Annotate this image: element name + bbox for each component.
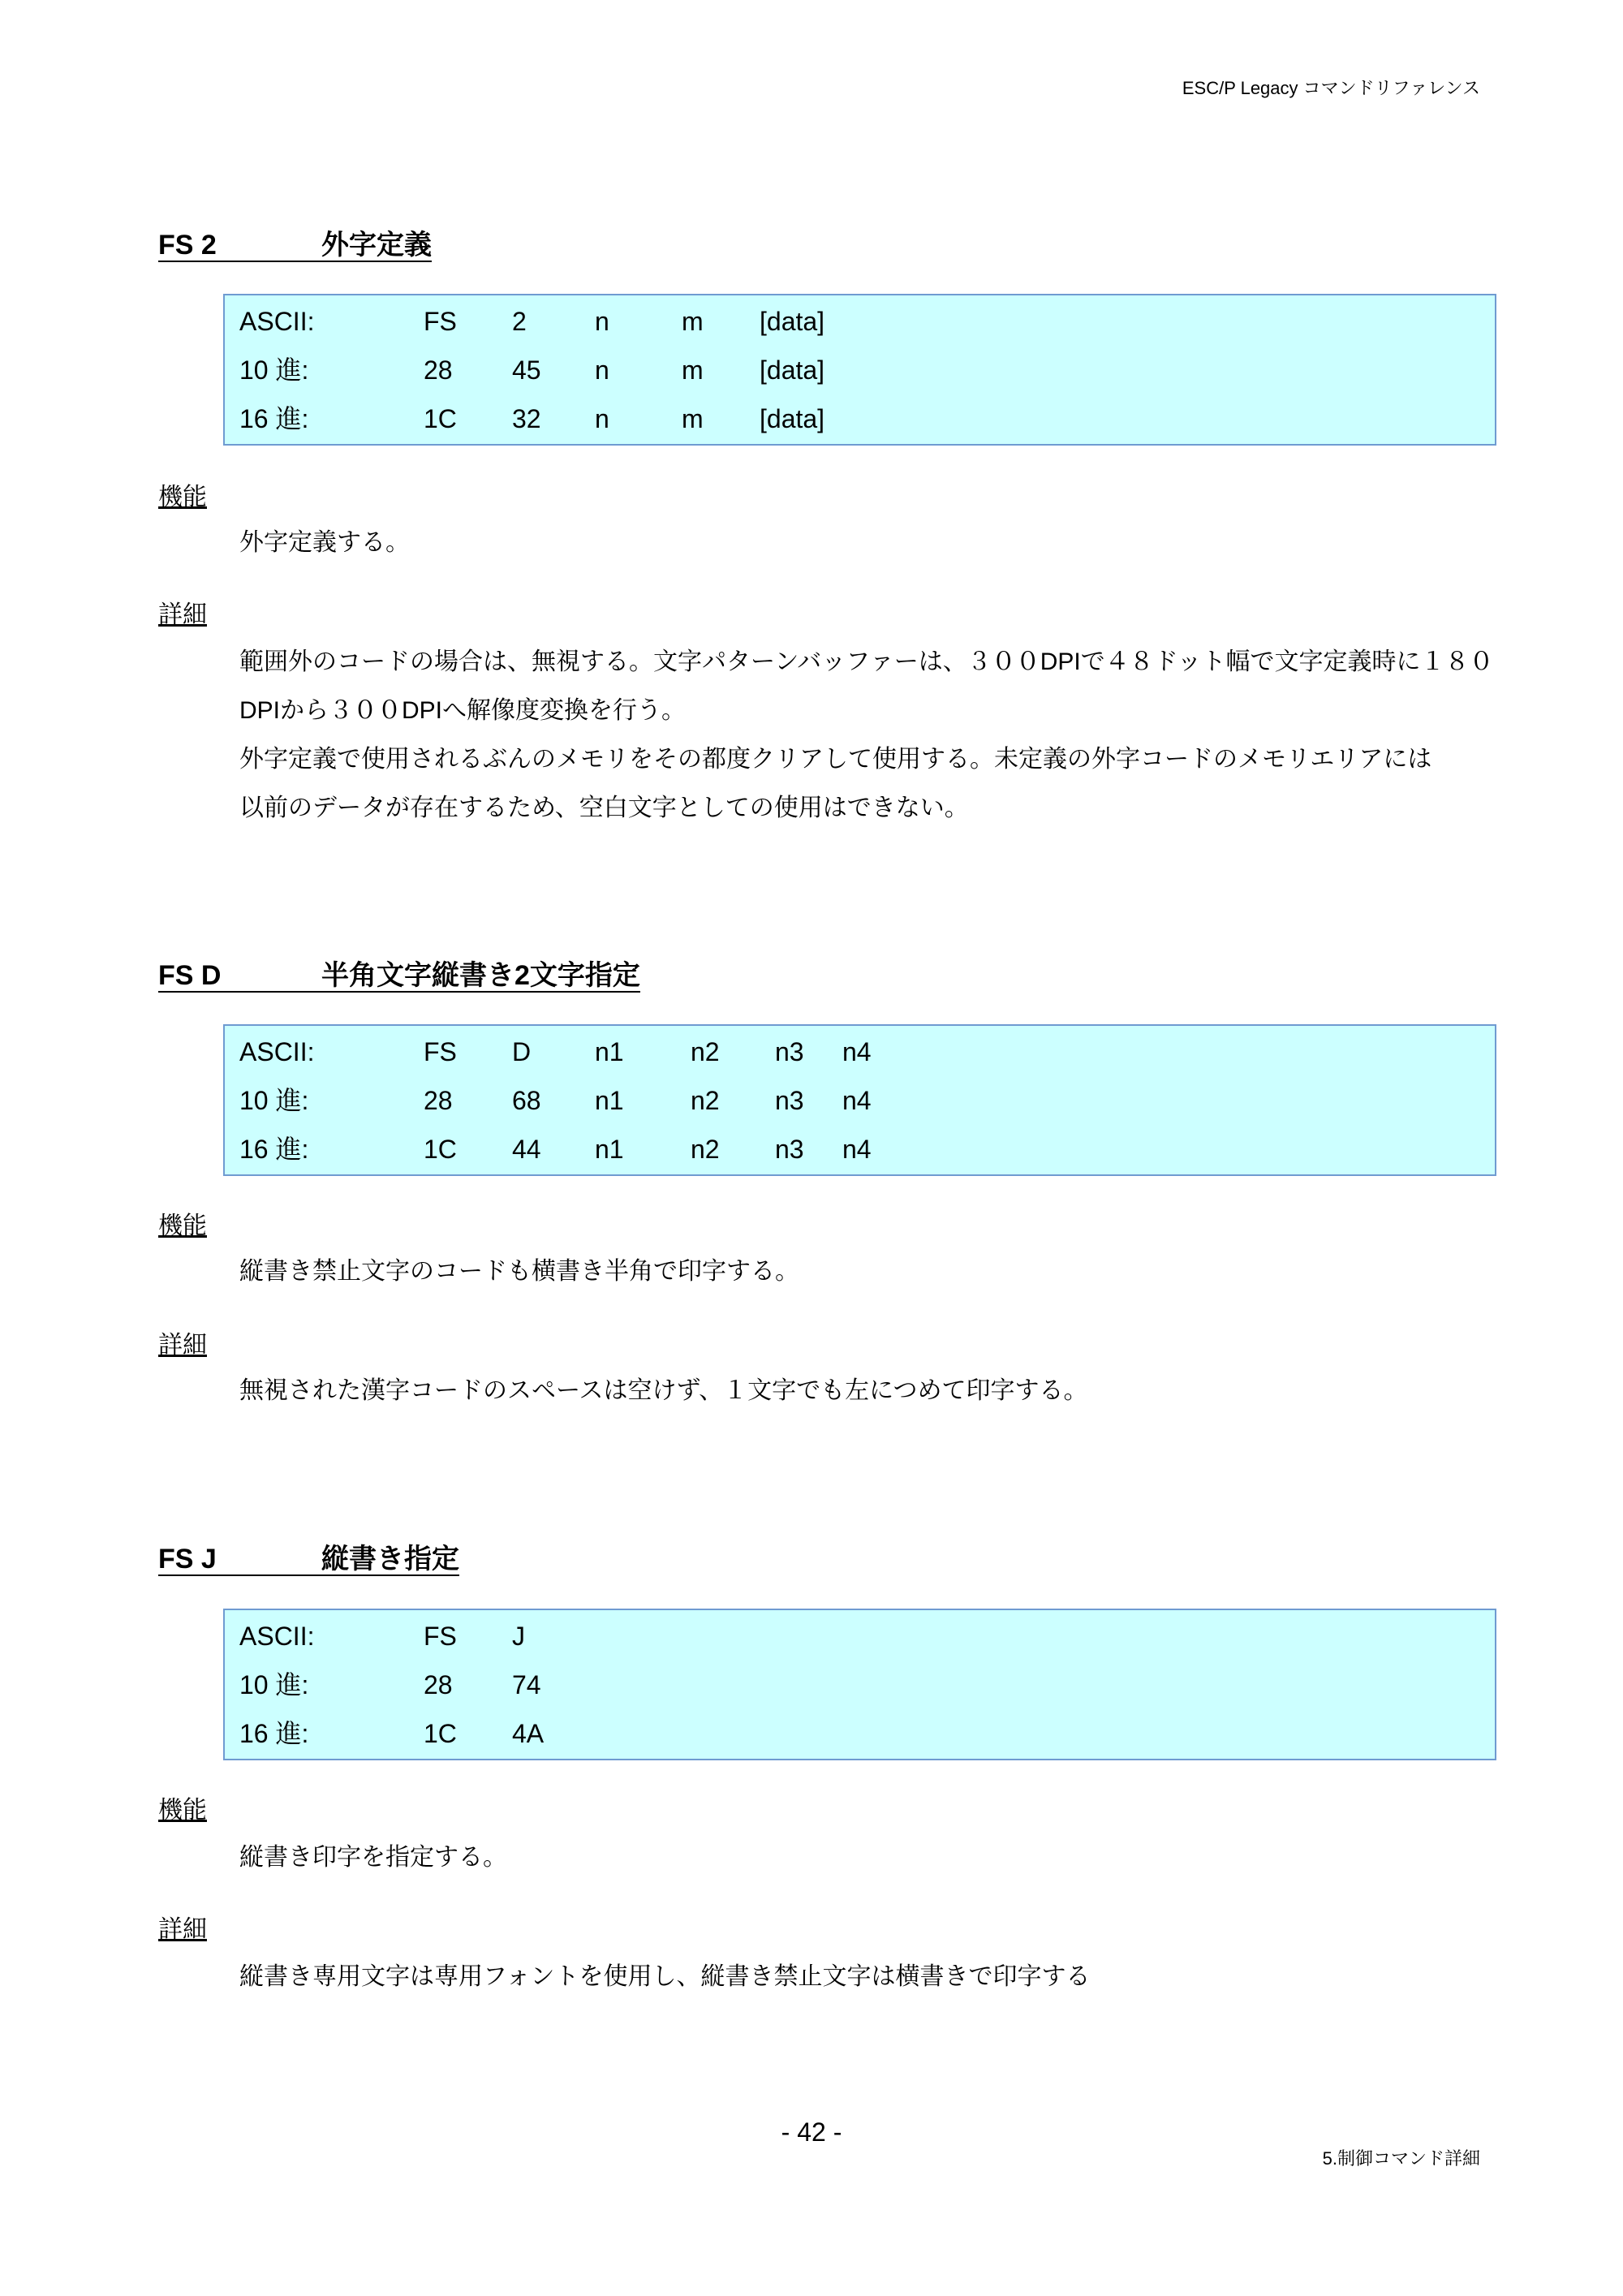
table-cell: 74 <box>512 1670 541 1699</box>
function-text: 外字定義する。 <box>239 529 410 556</box>
table-cell: n1 <box>595 1037 624 1066</box>
function-heading: 機能 <box>158 1213 207 1239</box>
table-cell: 2 <box>512 307 527 336</box>
table-cell: FS <box>424 307 457 336</box>
table-cell: n2 <box>691 1037 720 1066</box>
command-code: FS J <box>158 1544 217 1574</box>
table-cell: 1C <box>424 404 457 433</box>
row-label: 10 進: <box>239 1670 309 1699</box>
command-code: FS 2 <box>158 230 217 261</box>
table-cell: n4 <box>842 1086 872 1115</box>
detail-heading: 詳細 <box>158 601 207 628</box>
table-cell: m <box>682 404 704 433</box>
detail-heading: 詳細 <box>158 1916 207 1943</box>
detail-line: 縦書き専用文字は専用フォントを使用し、縦書き禁止文字は横書きで印字する <box>239 1963 1091 1990</box>
table-cell: 1C <box>424 1719 457 1748</box>
table-cell: D <box>512 1037 532 1066</box>
command-heading <box>158 1544 459 1576</box>
table-cell: 4A <box>512 1719 545 1748</box>
table-row-ascii <box>225 1027 1495 1076</box>
table-row-hex <box>225 1125 1495 1174</box>
command-table <box>223 1024 1496 1176</box>
command-name: 半角文字縦書き2文字指定 <box>321 960 640 991</box>
detail-text <box>239 1367 1088 1415</box>
table-cell: [data] <box>760 404 825 433</box>
table-cell: 32 <box>512 404 541 433</box>
table-cell: n <box>595 404 609 433</box>
detail-line: 以前のデータが存在するため、空白文字としての使用はできない。 <box>239 795 969 821</box>
table-cell: [data] <box>760 307 825 336</box>
row-label: ASCII: <box>239 1037 315 1066</box>
detail-line: 無視された漢字コードのスペースは空けず、１文字でも左につめて印字する。 <box>239 1377 1088 1404</box>
command-name: 外字定義 <box>321 230 432 261</box>
command-heading <box>158 960 640 993</box>
row-label: ASCII: <box>239 1622 315 1651</box>
table-cell: n1 <box>595 1086 624 1115</box>
table-cell: m <box>682 307 704 336</box>
detail-text <box>239 1953 1091 2001</box>
footer-chapter: 5.制御コマンド詳細 <box>1322 2148 1480 2169</box>
function-heading: 機能 <box>158 1797 207 1824</box>
running-header: ESC/P Legacy コマンドリファレンス <box>1182 78 1480 98</box>
detail-line: 外字定義で使用されるぶんのメモリをその都度クリアして使用する。未定義の外字コードのメモリエリアには <box>239 746 1432 773</box>
table-cell: 28 <box>424 355 453 385</box>
command-code: FS D <box>158 960 222 991</box>
table-cell: n2 <box>691 1135 720 1164</box>
table-cell: n4 <box>842 1037 872 1066</box>
table-row-ascii <box>225 297 1495 346</box>
table-cell: m <box>682 355 704 385</box>
function-text: 縦書き禁止文字のコードも横書き半角で印字する。 <box>239 1258 799 1285</box>
table-cell: 28 <box>424 1670 453 1699</box>
table-row-hex <box>225 394 1495 443</box>
row-label: 10 進: <box>239 355 309 385</box>
table-cell: J <box>512 1622 525 1651</box>
command-table <box>223 1609 1496 1760</box>
detail-text <box>239 638 1494 833</box>
command-heading <box>158 230 432 262</box>
table-cell: n4 <box>842 1135 872 1164</box>
command-table <box>223 294 1496 446</box>
table-cell: n3 <box>775 1135 804 1164</box>
table-row-decimal <box>225 1661 1495 1709</box>
table-cell: n1 <box>595 1135 624 1164</box>
table-cell: 28 <box>424 1086 453 1115</box>
table-cell: [data] <box>760 355 825 385</box>
row-label: 10 進: <box>239 1086 309 1115</box>
table-row-decimal <box>225 1076 1495 1125</box>
table-cell: FS <box>424 1622 457 1651</box>
table-cell: n <box>595 355 609 385</box>
row-label: 16 進: <box>239 1135 309 1164</box>
function-heading: 機能 <box>158 484 207 510</box>
function-text: 縦書き印字を指定する。 <box>239 1844 507 1871</box>
table-cell: 45 <box>512 355 541 385</box>
table-cell: 44 <box>512 1135 541 1164</box>
table-cell: n3 <box>775 1037 804 1066</box>
detail-line: 範囲外のコードの場合は、無視する。文字パターンバッファーは、３００DPIで４８ドット幅で文字定義時に１８０ <box>239 648 1494 675</box>
command-name: 縦書き指定 <box>321 1544 459 1574</box>
detail-line: DPIから３００DPIへ解像度変換を行う。 <box>239 697 687 724</box>
table-cell: 68 <box>512 1086 541 1115</box>
table-cell: FS <box>424 1037 457 1066</box>
table-cell: n2 <box>691 1086 720 1115</box>
row-label: 16 進: <box>239 404 309 433</box>
detail-heading: 詳細 <box>158 1332 207 1359</box>
table-cell: n <box>595 307 609 336</box>
table-cell: 1C <box>424 1135 457 1164</box>
page-number: - 42 - <box>781 2117 842 2147</box>
row-label: 16 進: <box>239 1719 309 1748</box>
table-row-hex <box>225 1709 1495 1758</box>
table-row-ascii <box>225 1612 1495 1661</box>
table-row-decimal <box>225 346 1495 394</box>
table-cell: n3 <box>775 1086 804 1115</box>
row-label: ASCII: <box>239 307 315 336</box>
